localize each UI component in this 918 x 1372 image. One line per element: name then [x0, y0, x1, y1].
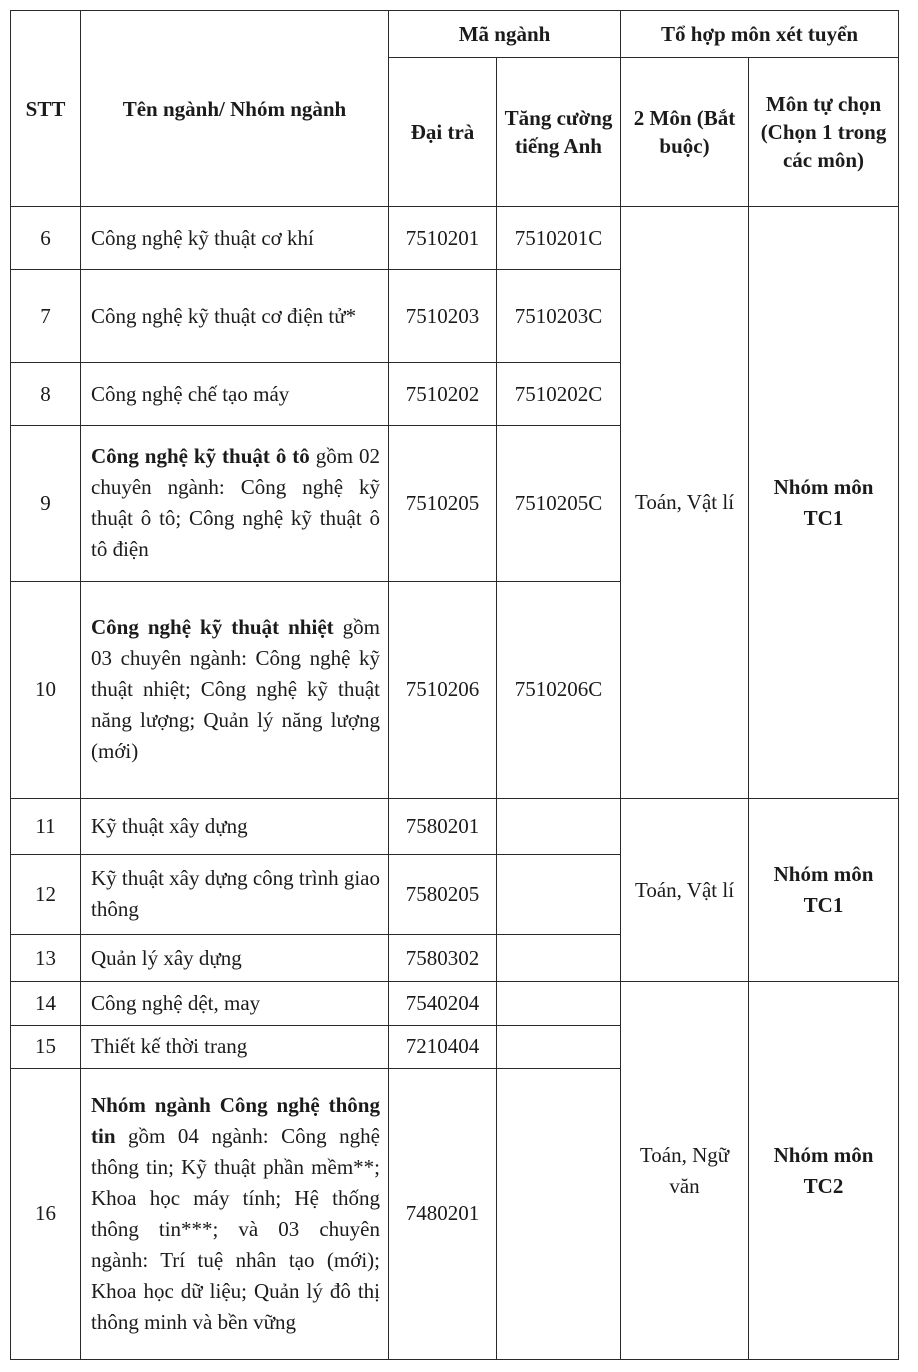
table-row [11, 207, 899, 269]
group3-elective: Nhóm môn TC2 [749, 982, 899, 1360]
group2-elective: Nhóm môn TC1 [749, 799, 899, 982]
row-stt: 6 [11, 207, 81, 269]
row-tang-cuong [497, 982, 621, 1025]
row-dai-tra: 7580205 [389, 854, 497, 935]
row-stt: 14 [11, 982, 81, 1025]
row-stt: 13 [11, 935, 81, 982]
group1-elective: Nhóm môn TC1 [749, 207, 899, 799]
group2-subjects: Toán, Vật lí [621, 799, 749, 982]
row-tang-cuong [497, 935, 621, 982]
header-ten-nganh: Tên ngành/ Nhóm ngành [81, 11, 389, 207]
row-stt: 16 [11, 1068, 81, 1359]
admission-table [10, 10, 899, 1360]
row-dai-tra: 7540204 [389, 982, 497, 1025]
row-name: Quản lý xây dựng [81, 935, 389, 982]
row-name: Kỹ thuật xây dựng công trình giao thông [81, 854, 389, 935]
row-dai-tra: 7580302 [389, 935, 497, 982]
row-name [81, 1068, 389, 1359]
row-name-rest: gồm 03 chuyên ngành: Công nghệ kỹ thuật nhiệt; Công nghệ kỹ thuật năng lượng; Quản lý năng lượng (mới) [91, 615, 380, 764]
row-name: Thiết kế thời trang [81, 1025, 389, 1068]
row-dai-tra: 7510201 [389, 207, 497, 269]
row-name-rest: gồm 04 ngành: Công nghệ thông tin; Kỹ thuật phần mềm**; Khoa học máy tính; Hệ thống thông tin***; và 03 chuyên ngành: Trí tuệ nhân tạo (mới); Khoa học dữ liệu; Quản lý đô thị thông minh và bền vững [91, 1123, 380, 1334]
row-dai-tra: 7480201 [389, 1068, 497, 1359]
row-tang-cuong: 7510203C [497, 269, 621, 363]
row-tang-cuong [497, 854, 621, 935]
row-name-bold: Công nghệ kỹ thuật nhiệt [91, 615, 334, 640]
row-stt: 10 [11, 581, 81, 798]
row-name-bold: Công nghệ kỹ thuật ô tô [91, 444, 310, 469]
row-tang-cuong [497, 1025, 621, 1068]
header-ma-nganh: Mã ngành [389, 11, 621, 58]
row-tang-cuong: 7510201C [497, 207, 621, 269]
row-name: Công nghệ kỹ thuật cơ điện tử* [81, 269, 389, 363]
header-mon-tu-chon: Môn tự chọn (Chọn 1 trong các môn) [749, 58, 899, 207]
row-name [81, 425, 389, 581]
row-tang-cuong: 7510202C [497, 363, 621, 425]
table-row [11, 982, 899, 1025]
row-tang-cuong: 7510205C [497, 425, 621, 581]
group3-subjects: Toán, Ngữ văn [621, 982, 749, 1360]
row-name-rest: gồm 02 chuyên ngành: Công nghệ kỹ thuật ô tô; Công nghệ kỹ thuật ô tô điện [91, 444, 380, 562]
header-tang-cuong: Tăng cường tiếng Anh [497, 58, 621, 207]
row-dai-tra: 7510203 [389, 269, 497, 363]
row-name-bold: Nhóm ngành Công nghệ thông tin [91, 1092, 380, 1148]
table-row [11, 799, 899, 854]
header-hai-mon: 2 Môn (Bắt buộc) [621, 58, 749, 207]
row-tang-cuong: 7510206C [497, 581, 621, 798]
row-name [81, 581, 389, 798]
row-dai-tra: 7510205 [389, 425, 497, 581]
row-name: Công nghệ dệt, may [81, 982, 389, 1025]
row-stt: 11 [11, 799, 81, 854]
row-dai-tra: 7510206 [389, 581, 497, 798]
header-to-hop: Tổ hợp môn xét tuyển [621, 11, 899, 58]
row-stt: 9 [11, 425, 81, 581]
group1-subjects: Toán, Vật lí [621, 207, 749, 799]
row-stt: 15 [11, 1025, 81, 1068]
row-tang-cuong [497, 1068, 621, 1359]
row-dai-tra: 7510202 [389, 363, 497, 425]
row-stt: 7 [11, 269, 81, 363]
row-name: Công nghệ chế tạo máy [81, 363, 389, 425]
row-dai-tra: 7210404 [389, 1025, 497, 1068]
header-dai-tra: Đại trà [389, 58, 497, 207]
row-dai-tra: 7580201 [389, 799, 497, 854]
row-tang-cuong [497, 799, 621, 854]
row-name: Công nghệ kỹ thuật cơ khí [81, 207, 389, 269]
header-stt: STT [11, 11, 81, 207]
row-name: Kỹ thuật xây dựng [81, 799, 389, 854]
row-stt: 12 [11, 854, 81, 935]
row-stt: 8 [11, 363, 81, 425]
